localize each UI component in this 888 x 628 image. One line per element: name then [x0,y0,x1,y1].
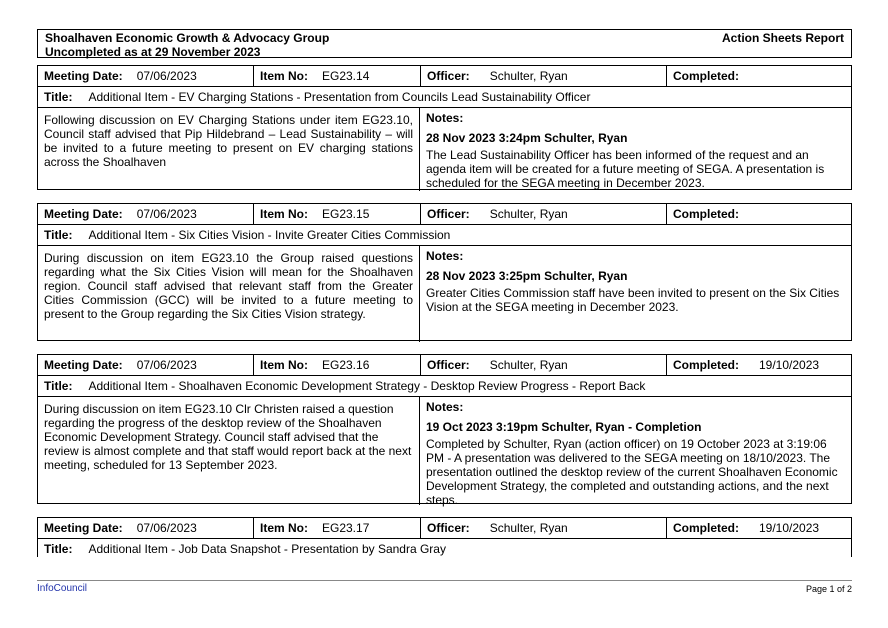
item-no-value: EG23.16 [322,358,370,372]
note-text: Completed by Schulter, Ryan (action officer) on 19 October 2023 at 3:19:06 PM - A presentation was delivered to the SEGA meeting on 18/10/2023. The presentation outlined the desktop review of the current Shoalhaven Economic Development Strategy, the completed and outstanding actions, and the next steps. [426,437,838,507]
meeting-date-label: Meeting Date: [44,521,123,535]
title-label: Title: [44,228,73,242]
action-title: Additional Item - EV Charging Stations - Presentation from Councils Lead Sustainability Officer [88,90,591,104]
action-description: During discussion on item EG23.10 the Group raised questions regarding what the Six Cities Vision will mean for the Shoalhaven region. Council staff advised that relevant staff from the Greater Cities Commission (GCC) will be invited to a future meeting to present to the Group regarding the Six Cities Vision strategy. [38,246,420,342]
completed-label: Completed: [673,69,739,83]
note-text: Greater Cities Commission staff have been invited to present on the Six Cities Vision at the SEGA meeting in December 2023. [426,286,840,314]
officer-value: Schulter, Ryan [489,358,568,372]
note-heading: 28 Nov 2023 3:24pm Schulter, Ryan [426,131,628,145]
action-notes [420,397,851,505]
report-type: Action Sheets Report [721,31,844,45]
action-sheet [37,203,852,341]
notes-label: Notes: [426,400,464,414]
notes-label: Notes: [426,249,464,263]
title-label: Title: [44,542,73,556]
action-body [38,108,851,191]
action-title-row [38,539,851,559]
completed-cell [666,355,851,375]
item-no-label: Item No: [260,207,308,221]
meeting-date-label: Meeting Date: [44,207,123,221]
meeting-date-cell [38,518,253,538]
action-title: Additional Item - Job Data Snapshot - Presentation by Sandra Gray [88,542,446,556]
completed-label: Completed: [673,521,739,535]
note-heading: 19 Oct 2023 3:19pm Schulter, Ryan - Completion [426,420,702,434]
title-label: Title: [44,90,73,104]
officer-cell [420,355,666,375]
item-no-cell [253,204,420,224]
action-body [38,246,851,342]
meeting-date-cell [38,355,253,375]
report-header-left [45,31,329,59]
completed-cell [666,518,851,538]
completed-label: Completed: [673,207,739,221]
action-notes [420,108,851,191]
action-title: Additional Item - Shoalhaven Economic Development Strategy - Desktop Review Progress - Report Back [88,379,646,393]
completed-value: 19/10/2023 [759,521,820,535]
title-label: Title: [44,379,73,393]
meeting-date-value: 07/06/2023 [136,207,197,221]
action-meta-row [38,204,851,225]
item-no-label: Item No: [260,521,308,535]
officer-value: Schulter, Ryan [489,69,568,83]
completed-cell [666,204,851,224]
officer-cell [420,518,666,538]
action-description: During discussion on item EG23.10 Clr Christen raised a question regarding the progress of the desktop review of the Shoalhaven Economic Development Strategy. Council staff advised that the review is almost complete and that staff would report back at the next meeting, scheduled for 13 September 2023. [38,397,420,505]
item-no-value: EG23.15 [322,207,370,221]
officer-label: Officer: [427,69,470,83]
meeting-date-label: Meeting Date: [44,69,123,83]
action-sheet [37,354,852,507]
meeting-date-value: 07/06/2023 [136,358,197,372]
meeting-date-label: Meeting Date: [44,358,123,372]
meeting-date-cell [38,204,253,224]
action-meta-row [38,66,851,87]
footer-brand: InfoCouncil [37,583,88,594]
item-no-cell [253,518,420,538]
officer-value: Schulter, Ryan [489,207,568,221]
completed-label: Completed: [673,358,739,372]
item-no-value: EG23.17 [322,521,370,535]
action-title-row [38,87,851,108]
action-description: Following discussion on EV Charging Stations under item EG23.10, Council staff advised that Pip Hildebrand – Lead Sustainability – will be invited to a future meeting to present on EV charging stations across the Shoalhaven [38,108,420,191]
action-title-row [38,225,851,246]
report-header [37,29,852,58]
report-subtitle: Uncompleted as at 29 November 2023 [45,45,261,59]
officer-label: Officer: [427,521,470,535]
completed-cell [666,66,851,86]
item-no-cell [253,355,420,375]
officer-value: Schulter, Ryan [489,521,568,535]
meeting-date-cell [38,66,253,86]
item-no-label: Item No: [260,69,308,83]
meeting-date-value: 07/06/2023 [136,69,197,83]
page-number: Page 1 of 2 [805,584,852,594]
action-meta-row [38,355,851,376]
item-no-cell [253,66,420,86]
officer-cell [420,204,666,224]
action-sheet [37,517,852,557]
action-sheet [37,65,852,190]
completed-value: 19/10/2023 [759,358,820,372]
action-body [38,397,851,505]
officer-cell [420,66,666,86]
action-title: Additional Item - Six Cities Vision - Invite Greater Cities Commission [88,228,451,242]
item-no-label: Item No: [260,358,308,372]
note-text: The Lead Sustainability Officer has been informed of the request and an agenda item will be created for a future meeting of SEGA. A presentation is scheduled for the SEGA meeting in December 2023. [426,148,825,190]
item-no-value: EG23.14 [322,69,370,83]
officer-label: Officer: [427,358,470,372]
org-name: Shoalhaven Economic Growth & Advocacy Group [45,31,330,45]
action-meta-row [38,518,851,539]
officer-label: Officer: [427,207,470,221]
action-notes [420,246,851,342]
meeting-date-value: 07/06/2023 [136,521,197,535]
note-heading: 28 Nov 2023 3:25pm Schulter, Ryan [426,269,628,283]
action-title-row [38,376,851,397]
footer-divider [37,580,852,581]
notes-label: Notes: [426,111,464,125]
